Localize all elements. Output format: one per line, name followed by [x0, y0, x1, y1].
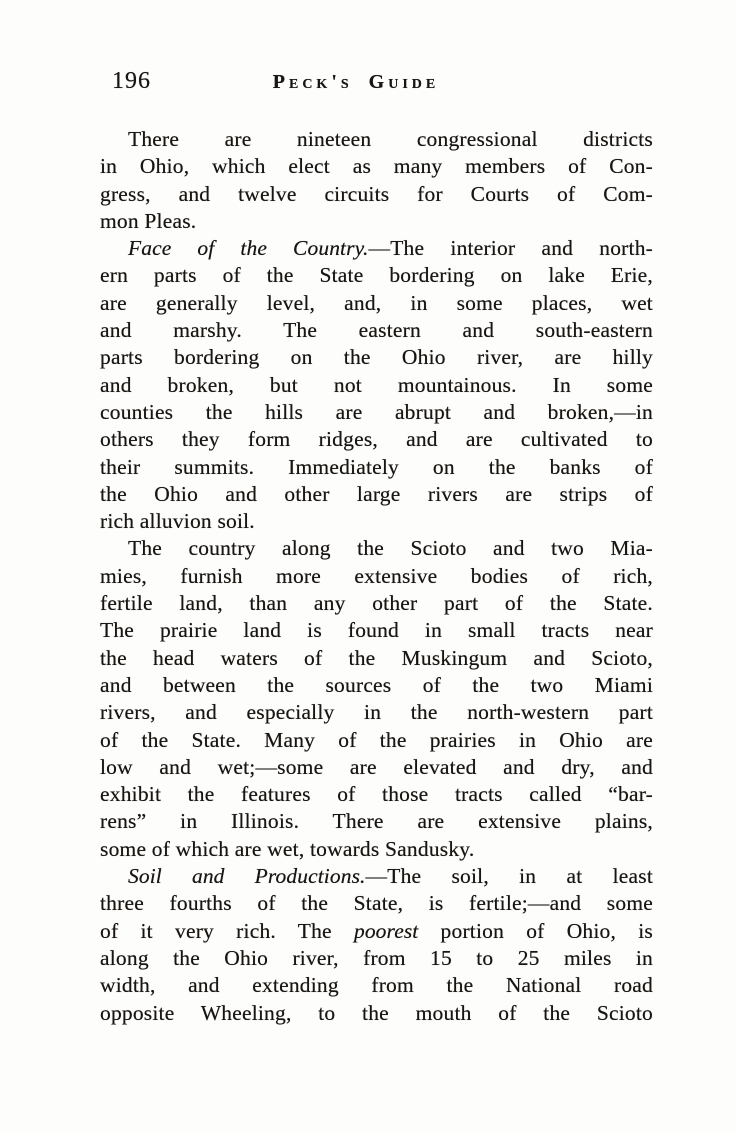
text-line [100, 126, 653, 153]
text-segment: in Ohio, which elect as many members of Con- [100, 154, 653, 179]
text-segment: and between the sources of the two Miami [100, 672, 653, 697]
text-segment: gress, and twelve circuits for Courts of Com- [100, 181, 653, 206]
text-segment: ern parts of the State bordering on lake Erie, [100, 263, 653, 288]
text-segment: The country along the Scioto and two Mia- [128, 536, 653, 561]
text-line [100, 781, 653, 808]
text-line [100, 590, 653, 617]
paragraph [100, 863, 653, 1027]
text-line [100, 235, 653, 262]
text-segment: —The soil, in at least [365, 864, 654, 889]
text-segment: rens” in Illinois. There are extensive plains, [100, 809, 653, 834]
text-line [100, 481, 653, 508]
text-line [100, 535, 653, 562]
paragraph [100, 535, 653, 863]
text-segment: width, and extending from the National road [100, 973, 653, 998]
text-segment: opposite Wheeling, to the mouth of the Scioto [100, 1000, 653, 1025]
text-line [100, 645, 653, 672]
text-line [100, 754, 653, 781]
text-segment: —The interior and north- [368, 236, 653, 261]
paragraph [100, 235, 653, 535]
text-line [100, 918, 653, 945]
text-segment: There are nineteen congressional districts [128, 127, 653, 151]
text-line [100, 945, 653, 972]
text-line [100, 1000, 653, 1027]
text-line [100, 153, 653, 180]
text-line [100, 372, 653, 399]
text-segment: rich alluvion soil. [100, 509, 255, 534]
text-line [100, 863, 653, 890]
page-body [100, 126, 653, 1027]
running-title: Peck's Guide [272, 71, 440, 93]
text-segment: some of which are wet, towards Sandusky. [100, 836, 475, 861]
text-line [100, 454, 653, 481]
text-line [100, 508, 653, 535]
italic-text: Soil and Productions. [128, 864, 366, 889]
text-segment: mon Pleas. [100, 208, 197, 233]
text-segment: the Ohio and other large rivers are strips of [100, 481, 653, 506]
text-segment: rivers, and especially in the north-western part [100, 700, 653, 725]
text-line [100, 972, 653, 999]
text-segment: counties the hills are abrupt and broken,—in [100, 399, 653, 424]
text-segment: others they form ridges, and are cultivated to [100, 427, 653, 452]
text-line [100, 808, 653, 835]
text-line [100, 317, 653, 344]
page-header [0, 68, 736, 98]
text-segment: their summits. Immediately on the banks of [100, 454, 653, 479]
text-line [100, 181, 653, 208]
text-segment: the head waters of the Muskingum and Scioto, [100, 645, 653, 670]
text-segment: of it very rich. The [100, 918, 354, 943]
text-line [100, 836, 653, 863]
text-segment: are generally level, and, in some places, wet [100, 290, 653, 315]
text-line [100, 208, 653, 235]
text-line [100, 563, 653, 590]
italic-text: Face of the Country. [128, 236, 369, 261]
text-segment: parts bordering on the Ohio river, are hilly [100, 345, 653, 370]
text-line [100, 699, 653, 726]
text-segment: of the State. Many of the prairies in Ohio are [100, 727, 653, 752]
text-segment: exhibit the features of those tracts called “bar- [100, 782, 653, 807]
text-line [100, 344, 653, 371]
italic-text: poorest [353, 918, 419, 943]
paragraph [100, 126, 653, 235]
text-line [100, 890, 653, 917]
text-segment: three fourths of the State, is fertile;—and some [100, 891, 653, 916]
text-segment: low and wet;—some are elevated and dry, and [100, 754, 653, 779]
text-line [100, 672, 653, 699]
text-segment: mies, furnish more extensive bodies of rich, [100, 563, 653, 588]
text-segment: along the Ohio river, from 15 to 25 miles in [100, 945, 653, 970]
text-segment: The prairie land is found in small tracts near [100, 618, 653, 643]
text-line [100, 399, 653, 426]
text-segment: and marshy. The eastern and south-eastern [100, 318, 653, 343]
text-line [100, 426, 653, 453]
text-line [100, 617, 653, 644]
text-segment: portion of Ohio, is [418, 918, 653, 943]
text-segment: and broken, but not mountainous. In some [100, 372, 653, 397]
text-line [100, 727, 653, 754]
page-number: 196 [112, 68, 151, 94]
text-line [100, 290, 653, 317]
text-line [100, 262, 653, 289]
text-segment: fertile land, than any other part of the State. [100, 591, 653, 616]
